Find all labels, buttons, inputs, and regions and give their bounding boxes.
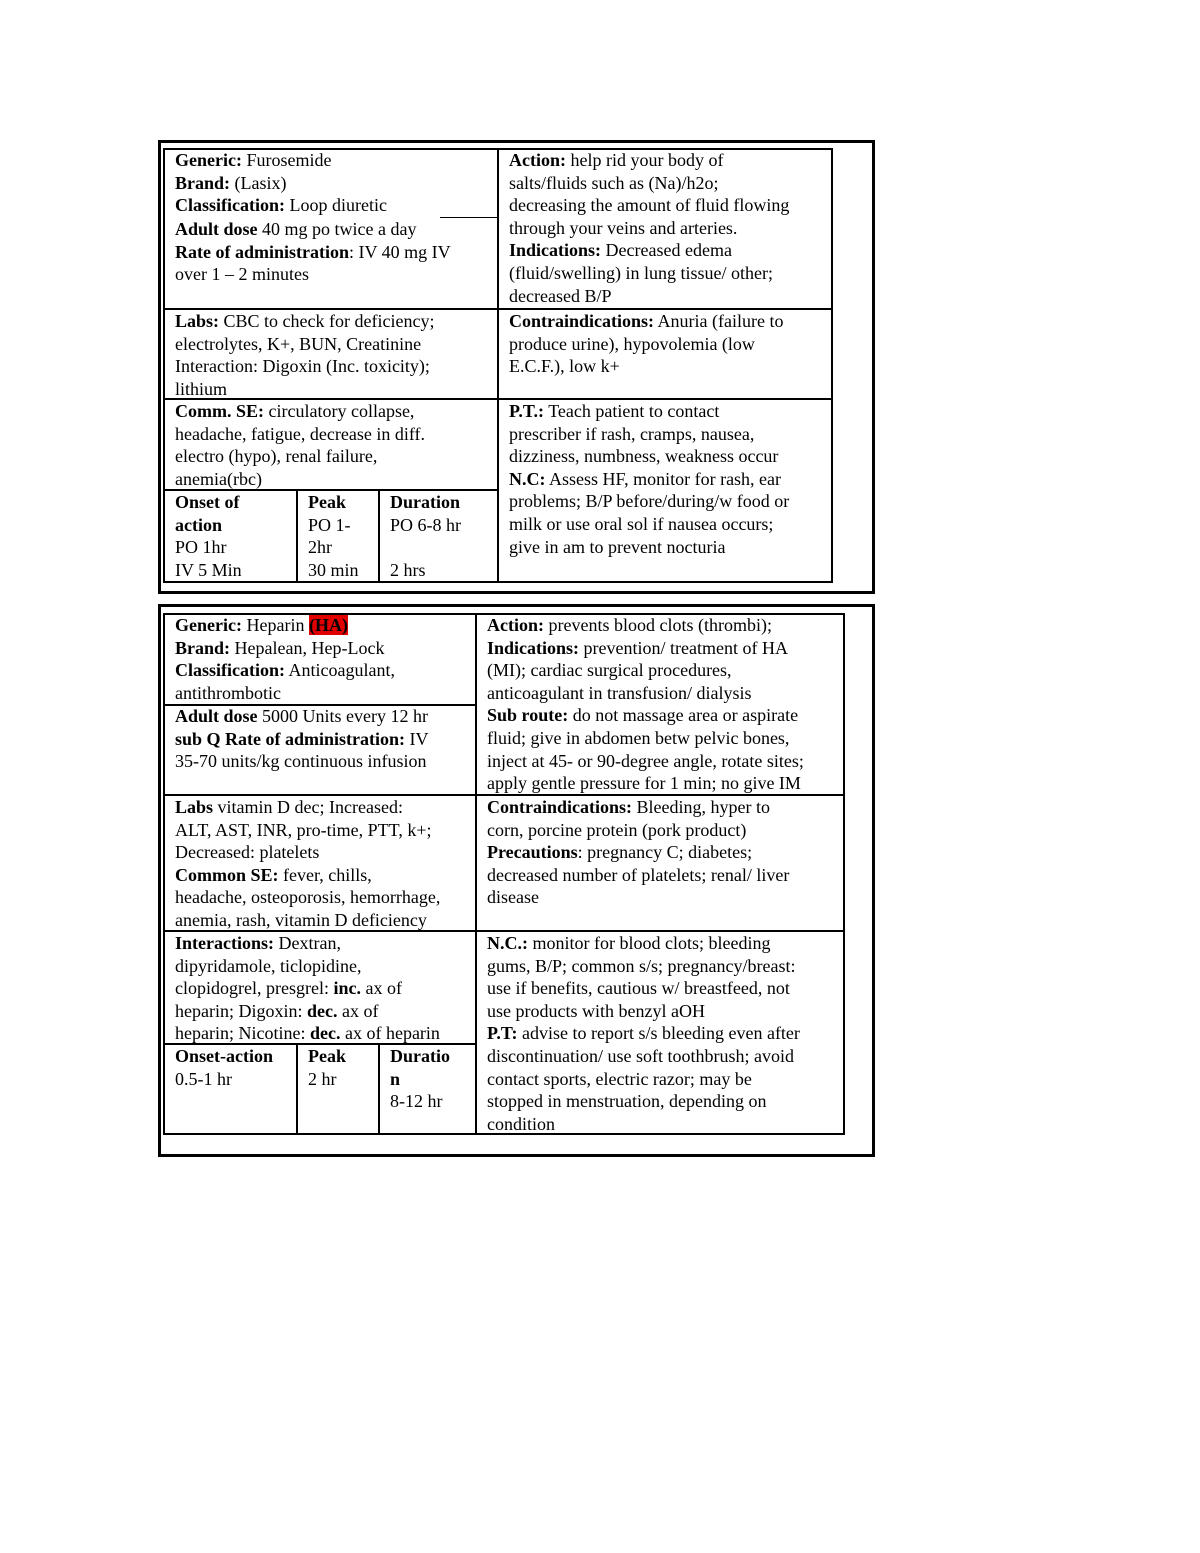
classification-value: Loop diuretic: [285, 195, 387, 216]
furosemide-peak-cell: [298, 491, 378, 583]
heparin-onset-cell: [165, 1045, 296, 1134]
indications-text: prevention/ treatment of HA: [579, 637, 788, 658]
action-text: salts/fluids such as (Na)/h2o;: [509, 172, 719, 193]
interactions-text: dipyridamole, ticlopidine,: [175, 955, 362, 976]
dose-value: 40 mg po twice a day: [257, 219, 417, 239]
interactions-emphasis: inc.: [333, 978, 361, 999]
nursing-care-label: N.C:: [509, 468, 546, 489]
rate-value: IV: [405, 728, 429, 749]
action-text: decreasing the amount of fluid flowing: [509, 195, 790, 216]
classification-value: Anticoagulant,: [285, 660, 395, 681]
onset-value: 0.5-1 hr: [175, 1068, 232, 1089]
interactions-line: [175, 977, 475, 1000]
duration-heading: n: [390, 1068, 401, 1089]
precautions-text: disease: [487, 887, 539, 908]
interactions-emphasis: dec.: [306, 1000, 338, 1021]
sub-route-text: inject at 45- or 90-degree angle, rotate sites;: [487, 750, 804, 771]
patient-teaching-text: prescriber if rash, cramps, nausea,: [509, 423, 755, 444]
interactions-text: ax of heparin: [340, 1023, 440, 1043]
duration-heading: Duration: [390, 492, 461, 512]
furosemide-teaching-cell: [499, 400, 831, 582]
nursing-care-text: problems; B/P before/during/w food or: [509, 491, 790, 512]
indications-text: anticoagulant in transfusion/ dialysis: [487, 682, 752, 703]
nursing-care-line: [487, 932, 843, 955]
labs-text: Interaction: Digoxin (Inc. toxicity);: [175, 356, 430, 377]
heparin-contraindications-cell: [477, 796, 843, 930]
classification-label: Classification:: [175, 660, 285, 681]
furosemide-dose-cell: [165, 218, 495, 308]
nursing-care-text: use products with benzyl aOH: [487, 1000, 705, 1021]
interactions-line: [175, 1000, 475, 1023]
brand-line: [175, 637, 475, 660]
nursing-care-text: use if benefits, cautious w/ breastfeed, not: [487, 978, 790, 999]
rate-value: 35-70 units/kg continuous infusion: [175, 751, 427, 772]
brand-line: [175, 172, 495, 195]
furosemide-action-cell: [499, 149, 831, 308]
labs-line: [175, 310, 495, 333]
nursing-care-text: Assess HF, monitor for rash, ear: [545, 468, 782, 489]
furosemide-onset-cell: [165, 491, 296, 583]
labs-label: Labs:: [175, 311, 220, 331]
patient-teaching-text: contact sports, electric razor; may be: [487, 1068, 752, 1089]
labs-text: vitamin D dec; Increased:: [213, 797, 403, 817]
patient-teaching-text: stopped in menstruation, depending on: [487, 1091, 767, 1112]
nursing-care-line: [509, 468, 831, 491]
generic-value: Furosemide: [241, 150, 332, 170]
side-effects-label: Comm. SE:: [175, 401, 264, 421]
interactions-text: clopidogrel, presgrel:: [175, 978, 334, 999]
brand-value: Hepalean, Hep-Lock: [230, 637, 385, 658]
heparin-peak-cell: [298, 1045, 378, 1134]
heparin-labs-cell: [165, 796, 475, 930]
interactions-text: heparin; Nicotine:: [175, 1023, 310, 1043]
peak-value: 30 min: [308, 559, 359, 580]
sub-route-text: do not massage area or aspirate: [568, 705, 799, 726]
peak-value: PO 1-: [308, 514, 351, 535]
rate-line: [175, 728, 475, 751]
rate-line-2: over 1 – 2 minutes: [175, 264, 309, 285]
indications-line: [487, 637, 843, 660]
interactions-text: ax of: [337, 1000, 379, 1021]
contraindications-line: [487, 796, 843, 819]
patient-teaching-text: condition: [487, 1113, 555, 1134]
contraindications-text: E.C.F.), low k+: [509, 356, 620, 377]
onset-value: PO 1hr: [175, 537, 227, 558]
action-label: Action:: [509, 150, 566, 170]
furosemide-identity-cell: [165, 149, 495, 219]
precautions-line: [487, 841, 843, 864]
nursing-care-text: gums, B/P; common s/s; pregnancy/breast:: [487, 955, 796, 976]
labs-text: Decreased: platelets: [175, 842, 320, 863]
contraindications-label: Contraindications:: [509, 311, 655, 331]
contraindications-text: corn, porcine protein (pork product): [487, 819, 747, 840]
duration-value: 8-12 hr: [390, 1091, 443, 1112]
patient-teaching-text: advise to report s/s bleeding even after: [517, 1023, 800, 1044]
interactions-line: [175, 1022, 475, 1043]
contraindications-text: produce urine), hypovolemia (low: [509, 333, 755, 354]
duration-spacer: [390, 536, 497, 559]
heparin-nursing-cell: [477, 932, 843, 1134]
generic-value: Heparin: [241, 615, 309, 635]
sub-route-label: Sub route:: [487, 705, 569, 726]
interactions-line: [175, 932, 475, 955]
interactions-emphasis: dec.: [309, 1023, 341, 1043]
onset-value: IV 5 Min: [175, 559, 242, 580]
classification-label: Classification:: [175, 195, 285, 216]
duration-value: 2 hrs: [390, 559, 426, 580]
labs-text: ALT, AST, INR, pro-time, PTT, k+;: [175, 819, 432, 840]
sub-route-line: [487, 704, 843, 727]
indications-line: [509, 239, 831, 262]
side-effects-label: Common SE:: [175, 864, 279, 885]
onset-heading: Onset-action: [175, 1046, 273, 1066]
peak-heading: Peak: [308, 492, 346, 512]
sub-route-text: fluid; give in abdomen betw pelvic bones,: [487, 727, 790, 748]
classification-line: [175, 194, 495, 217]
generic-label: Generic:: [175, 615, 242, 635]
generic-line: [175, 614, 475, 637]
contraindications-text: Bleeding, hyper to: [632, 797, 770, 817]
side-effects-text: headache, osteoporosis, hemorrhage,: [175, 887, 441, 908]
action-text: through your veins and arteries.: [509, 217, 738, 238]
peak-value: 2 hr: [308, 1068, 337, 1089]
indications-text: decreased B/P: [509, 285, 612, 306]
heparin-identity-cell: [165, 614, 475, 704]
nursing-care-label: N.C.:: [487, 933, 528, 953]
interactions-text: heparin; Digoxin:: [175, 1000, 307, 1021]
rate-label: sub Q Rate of administration:: [175, 728, 406, 749]
action-line: [509, 149, 831, 172]
contraindications-line: [509, 310, 831, 333]
brand-label: Brand:: [175, 172, 231, 193]
furosemide-side-effects-cell: [165, 400, 495, 489]
patient-teaching-line: [487, 1022, 843, 1045]
interactions-text: ax of: [360, 978, 402, 999]
labs-text: lithium: [175, 378, 228, 398]
side-effects-text: fever, chills,: [278, 864, 372, 885]
duration-heading: Duratio: [390, 1046, 450, 1066]
action-text: prevents blood clots (thrombi);: [544, 615, 772, 635]
side-effects-text: electro (hypo), renal failure,: [175, 446, 378, 467]
labs-label: Labs: [175, 797, 214, 817]
patient-teaching-line: [509, 400, 831, 423]
side-effects-line: [175, 400, 495, 423]
furosemide-duration-cell: [380, 491, 497, 583]
nursing-care-text: give in am to prevent nocturia: [509, 536, 726, 557]
patient-teaching-text: dizziness, numbness, weakness occur: [509, 446, 779, 467]
action-text: help rid your body of: [566, 150, 724, 170]
labs-text: electrolytes, K+, BUN, Creatinine: [175, 333, 422, 354]
furosemide-labs-cell: [165, 310, 495, 398]
patient-teaching-text: discontinuation/ use soft toothbrush; avoid: [487, 1045, 794, 1066]
furosemide-contraindications-cell: [499, 310, 831, 398]
interactions-label: Interactions:: [175, 933, 274, 953]
patient-teaching-text: Teach patient to contact: [544, 401, 720, 421]
labs-line: [175, 796, 475, 819]
patient-teaching-label: P.T.:: [509, 401, 545, 421]
action-label: Action:: [487, 615, 544, 635]
heparin-action-cell: [477, 614, 843, 794]
dose-value: 5000 Units every 12 hr: [257, 706, 429, 726]
contraindications-label: Contraindications:: [487, 797, 633, 817]
dose-label: Adult dose: [175, 706, 258, 726]
rate-line: [175, 241, 495, 264]
dose-line: [175, 705, 475, 728]
generic-line: [175, 149, 495, 172]
nursing-care-text: milk or use oral sol if nausea occurs;: [509, 513, 774, 534]
indications-label: Indications:: [487, 637, 580, 658]
indications-text: Decreased edema: [601, 240, 732, 261]
brand-value: (Lasix): [230, 172, 287, 193]
classification-line: [175, 659, 475, 682]
labs-text: CBC to check for deficiency;: [219, 311, 435, 331]
side-effects-line: [175, 864, 475, 887]
indications-label: Indications:: [509, 240, 602, 261]
side-effects-text: headache, fatigue, decrease in diff.: [175, 423, 426, 444]
duration-value: PO 6-8 hr: [390, 514, 461, 535]
precautions-label: Precautions: [487, 842, 578, 863]
indications-text: (fluid/swelling) in lung tissue/ other;: [509, 262, 773, 283]
onset-heading: Onset of: [175, 492, 240, 512]
classification-value: antithrombotic: [175, 682, 281, 703]
generic-tag-highlight: (HA): [308, 615, 348, 635]
peak-value: 2hr: [308, 537, 332, 558]
interactions-text: Dextran,: [273, 933, 341, 953]
heparin-interactions-cell: [165, 932, 475, 1043]
sub-route-text: apply gentle pressure for 1 min; no give IM: [487, 773, 801, 794]
side-effects-text: anemia(rbc): [175, 468, 262, 489]
patient-teaching-label: P.T:: [487, 1023, 518, 1044]
side-effects-text: anemia, rash, vitamin D deficiency: [175, 909, 427, 930]
precautions-text: decreased number of platelets; renal/ liver: [487, 864, 790, 885]
side-effects-text: circulatory collapse,: [264, 401, 415, 421]
brand-label: Brand:: [175, 637, 231, 658]
heparin-dose-cell: [165, 705, 475, 794]
generic-label: Generic:: [175, 150, 242, 170]
heparin-duration-cell: [380, 1045, 475, 1134]
dose-label: Adult dose: [175, 219, 258, 239]
indications-text: (MI); cardiac surgical procedures,: [487, 660, 732, 681]
dose-line: [175, 218, 495, 241]
onset-heading: action: [175, 514, 222, 535]
peak-heading: Peak: [308, 1046, 346, 1066]
action-line: [487, 614, 843, 637]
nursing-care-text: monitor for blood clots; bleeding: [528, 933, 771, 953]
precautions-text: : pregnancy C; diabetes;: [577, 842, 753, 863]
rate-label: Rate of administration: [175, 241, 349, 262]
contraindications-text: Anuria (failure to: [654, 311, 784, 331]
rate-value: : IV 40 mg IV: [349, 241, 451, 262]
